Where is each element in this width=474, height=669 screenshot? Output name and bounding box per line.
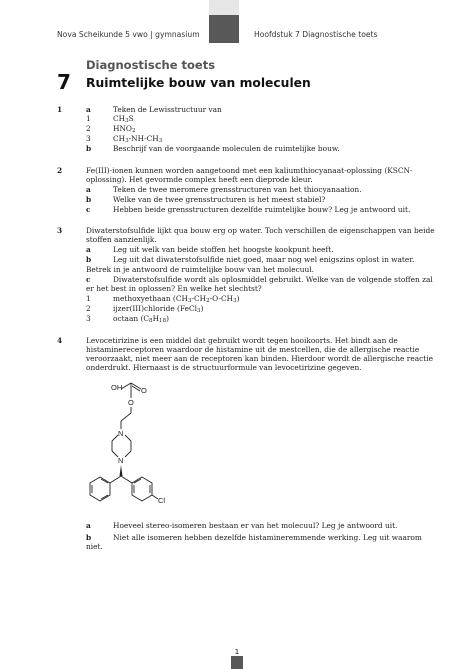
q3-item-3-num: 3 [86, 314, 91, 323]
section-label: Diagnostische toets [86, 58, 216, 72]
q3-part-b-key: b [86, 255, 92, 264]
question-number-1: 1 [57, 105, 63, 114]
q1-item-3: $CH_3-NH-CH_3$ [113, 134, 163, 144]
q4-intro-line-3: veroorzaakt, niet meer aan de receptoren kan binden. Hierdoor wordt de allergische reactie [86, 354, 433, 363]
q3-part-c-line-1: Diwaterstofsulfide wordt als oplosmiddel gebruikt. Welke van de volgende stoffen zal [113, 275, 433, 284]
q2-part-c: Hebben beide grensstructuren dezelfde ruimtelijke bouw? Leg je antwoord uit. [113, 205, 411, 214]
q2-part-c-key: c [86, 205, 91, 214]
bond-to-chlorophenyl [121, 476, 132, 483]
page-number: 1 [234, 647, 240, 656]
q3-item-2-num: 2 [86, 304, 91, 313]
q1-item-2-num: 2 [86, 124, 91, 133]
q1-item-2: $HNO_2$ [113, 124, 136, 134]
q2-part-b: Welke van de twee grensstructuren is het meest stabiel? [113, 195, 326, 204]
q3-part-c-key: c [86, 275, 91, 284]
q3-item-1-num: 1 [86, 294, 91, 303]
q3-item-2: ijzer(III)chloride (FeCl$_3$) [113, 304, 204, 314]
q1-item-3-num: 3 [86, 134, 91, 143]
phenyl-ring [90, 477, 110, 501]
header-tab-dark [209, 15, 239, 43]
q2-intro-line-1: Fe(III)-ionen kunnen worden aangetoond met een kaliumthiocyanaat-oplossing (KSCN- [86, 166, 413, 175]
q4-intro-line-1: Levocetirizine is een middel dat gebruikt wordt tegen hooikoorts. Het bindt aan de [86, 336, 398, 345]
ring-bond-6 [125, 451, 131, 457]
q3-part-a: Leg uit welk van beide stoffen het hoogste kookpunt heeft. [113, 245, 334, 254]
q4-part-b-key: b [86, 533, 92, 542]
q3-part-b-note: Betrek in je antwoord de ruimtelijke bouw van het molecuul. [86, 265, 314, 274]
chapter-title: Ruimtelijke bouw van moleculen [86, 76, 311, 90]
label-n-bottom: N [118, 456, 124, 465]
q1-item-1: $CH_3S$ [113, 114, 134, 124]
q2-part-a-key: a [86, 185, 91, 194]
wedge-bond [120, 465, 123, 476]
question-number-3: 3 [57, 226, 63, 235]
levocetirizine-structure [80, 373, 190, 508]
label-n-top: N [118, 429, 124, 438]
q2-intro-line-2: oplossing). Het gevormde complex heeft een dieprode kleur. [86, 175, 313, 184]
q2-part-b-key: b [86, 195, 92, 204]
q3-intro-line-2: stoffen aanzienlijk. [86, 235, 157, 244]
bond-c-o-double-2 [132, 386, 140, 391]
q4-part-a-key: a [86, 521, 91, 530]
q1-part-b: Beschrijf van de voorgaande moleculen de ruimtelijke bouw. [113, 144, 340, 153]
chlorophenyl-ring [132, 477, 152, 501]
footer-tab [231, 656, 243, 669]
label-o-carbonyl: O [141, 386, 147, 395]
chapter-number: 7 [57, 70, 71, 94]
question-number-4: 4 [57, 336, 63, 345]
q3-part-a-key: a [86, 245, 91, 254]
bond-c-oh [121, 383, 131, 389]
ring-bond-4 [125, 435, 131, 441]
question-number-2: 2 [57, 166, 63, 175]
bond-to-phenyl [110, 476, 121, 483]
q3-item-1: methoxyethaan $(CH_3-CH_2-O-CH_3)$ [113, 294, 240, 304]
q1-part-a: Teken de Lewisstructuur van [113, 105, 222, 114]
header-book-title: Nova Scheikunde 5 vwo | gymnasium [57, 30, 200, 39]
q3-item-3: octaan $(C_8H_{18})$ [113, 314, 170, 324]
q4-part-a: Hoeveel stereo-isomeren bestaan er van het molecuul? Leg je antwoord uit. [113, 521, 398, 530]
q1-part-a-key: a [86, 105, 91, 114]
q1-item-1-num: 1 [86, 114, 91, 123]
label-cl: Cl [158, 496, 166, 505]
q3-part-c-line-2: er het best in oplossen? En welke het slechtst? [86, 284, 262, 293]
label-oh: OH [111, 383, 123, 392]
bond-ch2-ch2 [121, 413, 131, 421]
q4-intro-line-4: onderdrukt. Hiernaast is de structuurformule van levocetirizine gegeven. [86, 363, 362, 372]
header-chapter: Hoofdstuk 7 Diagnostische toets [254, 30, 378, 39]
q3-part-b: Leg uit dat diwaterstofsulfide niet goed, maar nog wel enigszins oplost in water. [113, 255, 415, 264]
q2-part-a: Teken de twee meromere grensstructuren van het thiocyanaation. [113, 185, 362, 194]
q4-intro-line-2: histaminereceptoren waardoor de histamine uit de mestcellen, die de allergische reactie [86, 345, 420, 354]
q3-intro-line-1: Diwaterstofsulfide lijkt qua bouw erg op water. Toch verschillen de eigenschappen van beide [86, 226, 435, 235]
q4-part-b-line-2: niet. [86, 542, 103, 551]
header-tab-light [209, 0, 239, 15]
q4-part-b-line-1: Niet alle isomeren hebben dezelfde histamineremmende werking. Leg uit waarom [113, 533, 422, 542]
ring-bond-1 [112, 435, 118, 441]
label-o-ether: O [128, 398, 134, 407]
q1-part-b-key: b [86, 144, 92, 153]
